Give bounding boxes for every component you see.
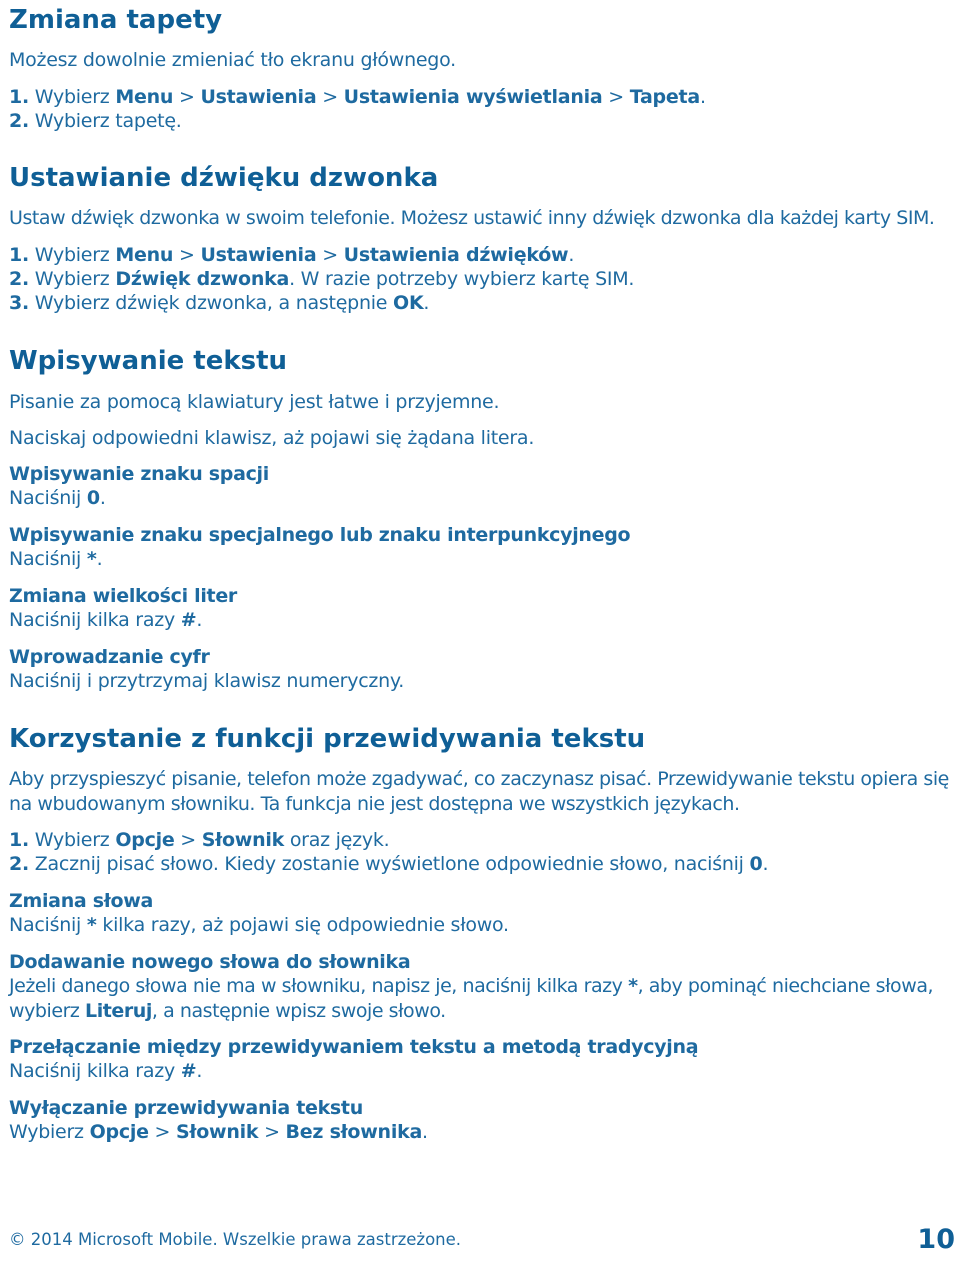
ringtone-step-2: 2. Wybierz Dźwięk dzwonka. W razie potrzeby wybierz kartę SIM.: [9, 268, 635, 290]
letter-case-heading: Zmiana wielkości liter: [9, 585, 237, 607]
letter-case-instruction: Naciśnij kilka razy #.: [9, 609, 203, 631]
digits-instruction: Naciśnij i przytrzymaj klawisz numeryczny.: [9, 670, 405, 692]
section-title-text-input: Wpisywanie tekstu: [9, 346, 288, 376]
space-heading: Wpisywanie znaku spacji: [9, 463, 269, 485]
add-word-instruction: Jeżeli danego słowa nie ma w słowniku, napisz je, naciśnij kilka razy *, aby pominąć niechciane słowa, wybierz Literuj, a następnie wpisz swoje słowo.: [9, 975, 934, 1022]
add-word-heading: Dodawanie nowego słowa do słownika: [9, 951, 411, 973]
page-number: 10: [917, 1224, 955, 1255]
switch-method-instruction: Naciśnij kilka razy #.: [9, 1060, 203, 1082]
space-instruction: Naciśnij 0.: [9, 487, 106, 509]
section-title-ringtone: Ustawianie dźwięku dzwonka: [9, 163, 439, 193]
ringtone-step-1: 1. Wybierz Menu > Ustawienia > Ustawienia dźwięków.: [9, 244, 575, 266]
predictive-step-2: 2. Zacznij pisać słowo. Kiedy zostanie wyświetlone odpowiednie słowo, naciśnij 0.: [9, 853, 769, 875]
predictive-intro: Aby przyspieszyć pisanie, telefon może zgadywać, co zaczynasz pisać. Przewidywanie tekstu opiera się na wbudowanym słowniku. Ta funkcja nie jest dostępna we wszystkich językach.: [9, 768, 949, 815]
wallpaper-step-1: 1. Wybierz Menu > Ustawienia > Ustawienia wyświetlania > Tapeta.: [9, 86, 706, 108]
special-char-heading: Wpisywanie znaku specjalnego lub znaku interpunkcyjnego: [9, 524, 631, 546]
wallpaper-intro: Możesz dowolnie zmieniać tło ekranu głównego.: [9, 49, 456, 71]
disable-predictive-instruction: Wybierz Opcje > Słownik > Bez słownika.: [9, 1121, 428, 1143]
copyright-footer: © 2014 Microsoft Mobile. Wszelkie prawa zastrzeżone.: [9, 1230, 462, 1249]
change-word-instruction: Naciśnij * kilka razy, aż pojawi się odpowiednie słowo.: [9, 914, 509, 936]
switch-method-heading: Przełączanie między przewidywaniem tekstu a metodą tradycyjną: [9, 1036, 699, 1058]
section-title-predictive-text: Korzystanie z funkcji przewidywania tekstu: [9, 724, 646, 754]
section-title-wallpaper: Zmiana tapety: [9, 5, 223, 35]
change-word-heading: Zmiana słowa: [9, 890, 154, 912]
ringtone-step-3: 3. Wybierz dźwięk dzwonka, a następnie OK.: [9, 292, 430, 314]
digits-heading: Wprowadzanie cyfr: [9, 646, 210, 668]
wallpaper-step-2: 2. Wybierz tapetę.: [9, 110, 182, 132]
ringtone-intro: Ustaw dźwięk dzwonka w swoim telefonie. Możesz ustawić inny dźwięk dzwonka dla każdej karty SIM.: [9, 207, 935, 229]
special-char-instruction: Naciśnij *.: [9, 548, 103, 570]
text-input-line-1: Pisanie za pomocą klawiatury jest łatwe i przyjemne.: [9, 391, 500, 413]
predictive-step-1: 1. Wybierz Opcje > Słownik oraz język.: [9, 829, 390, 851]
text-input-line-2: Naciskaj odpowiedni klawisz, aż pojawi się żądana litera.: [9, 427, 535, 449]
disable-predictive-heading: Wyłączanie przewidywania tekstu: [9, 1097, 363, 1119]
